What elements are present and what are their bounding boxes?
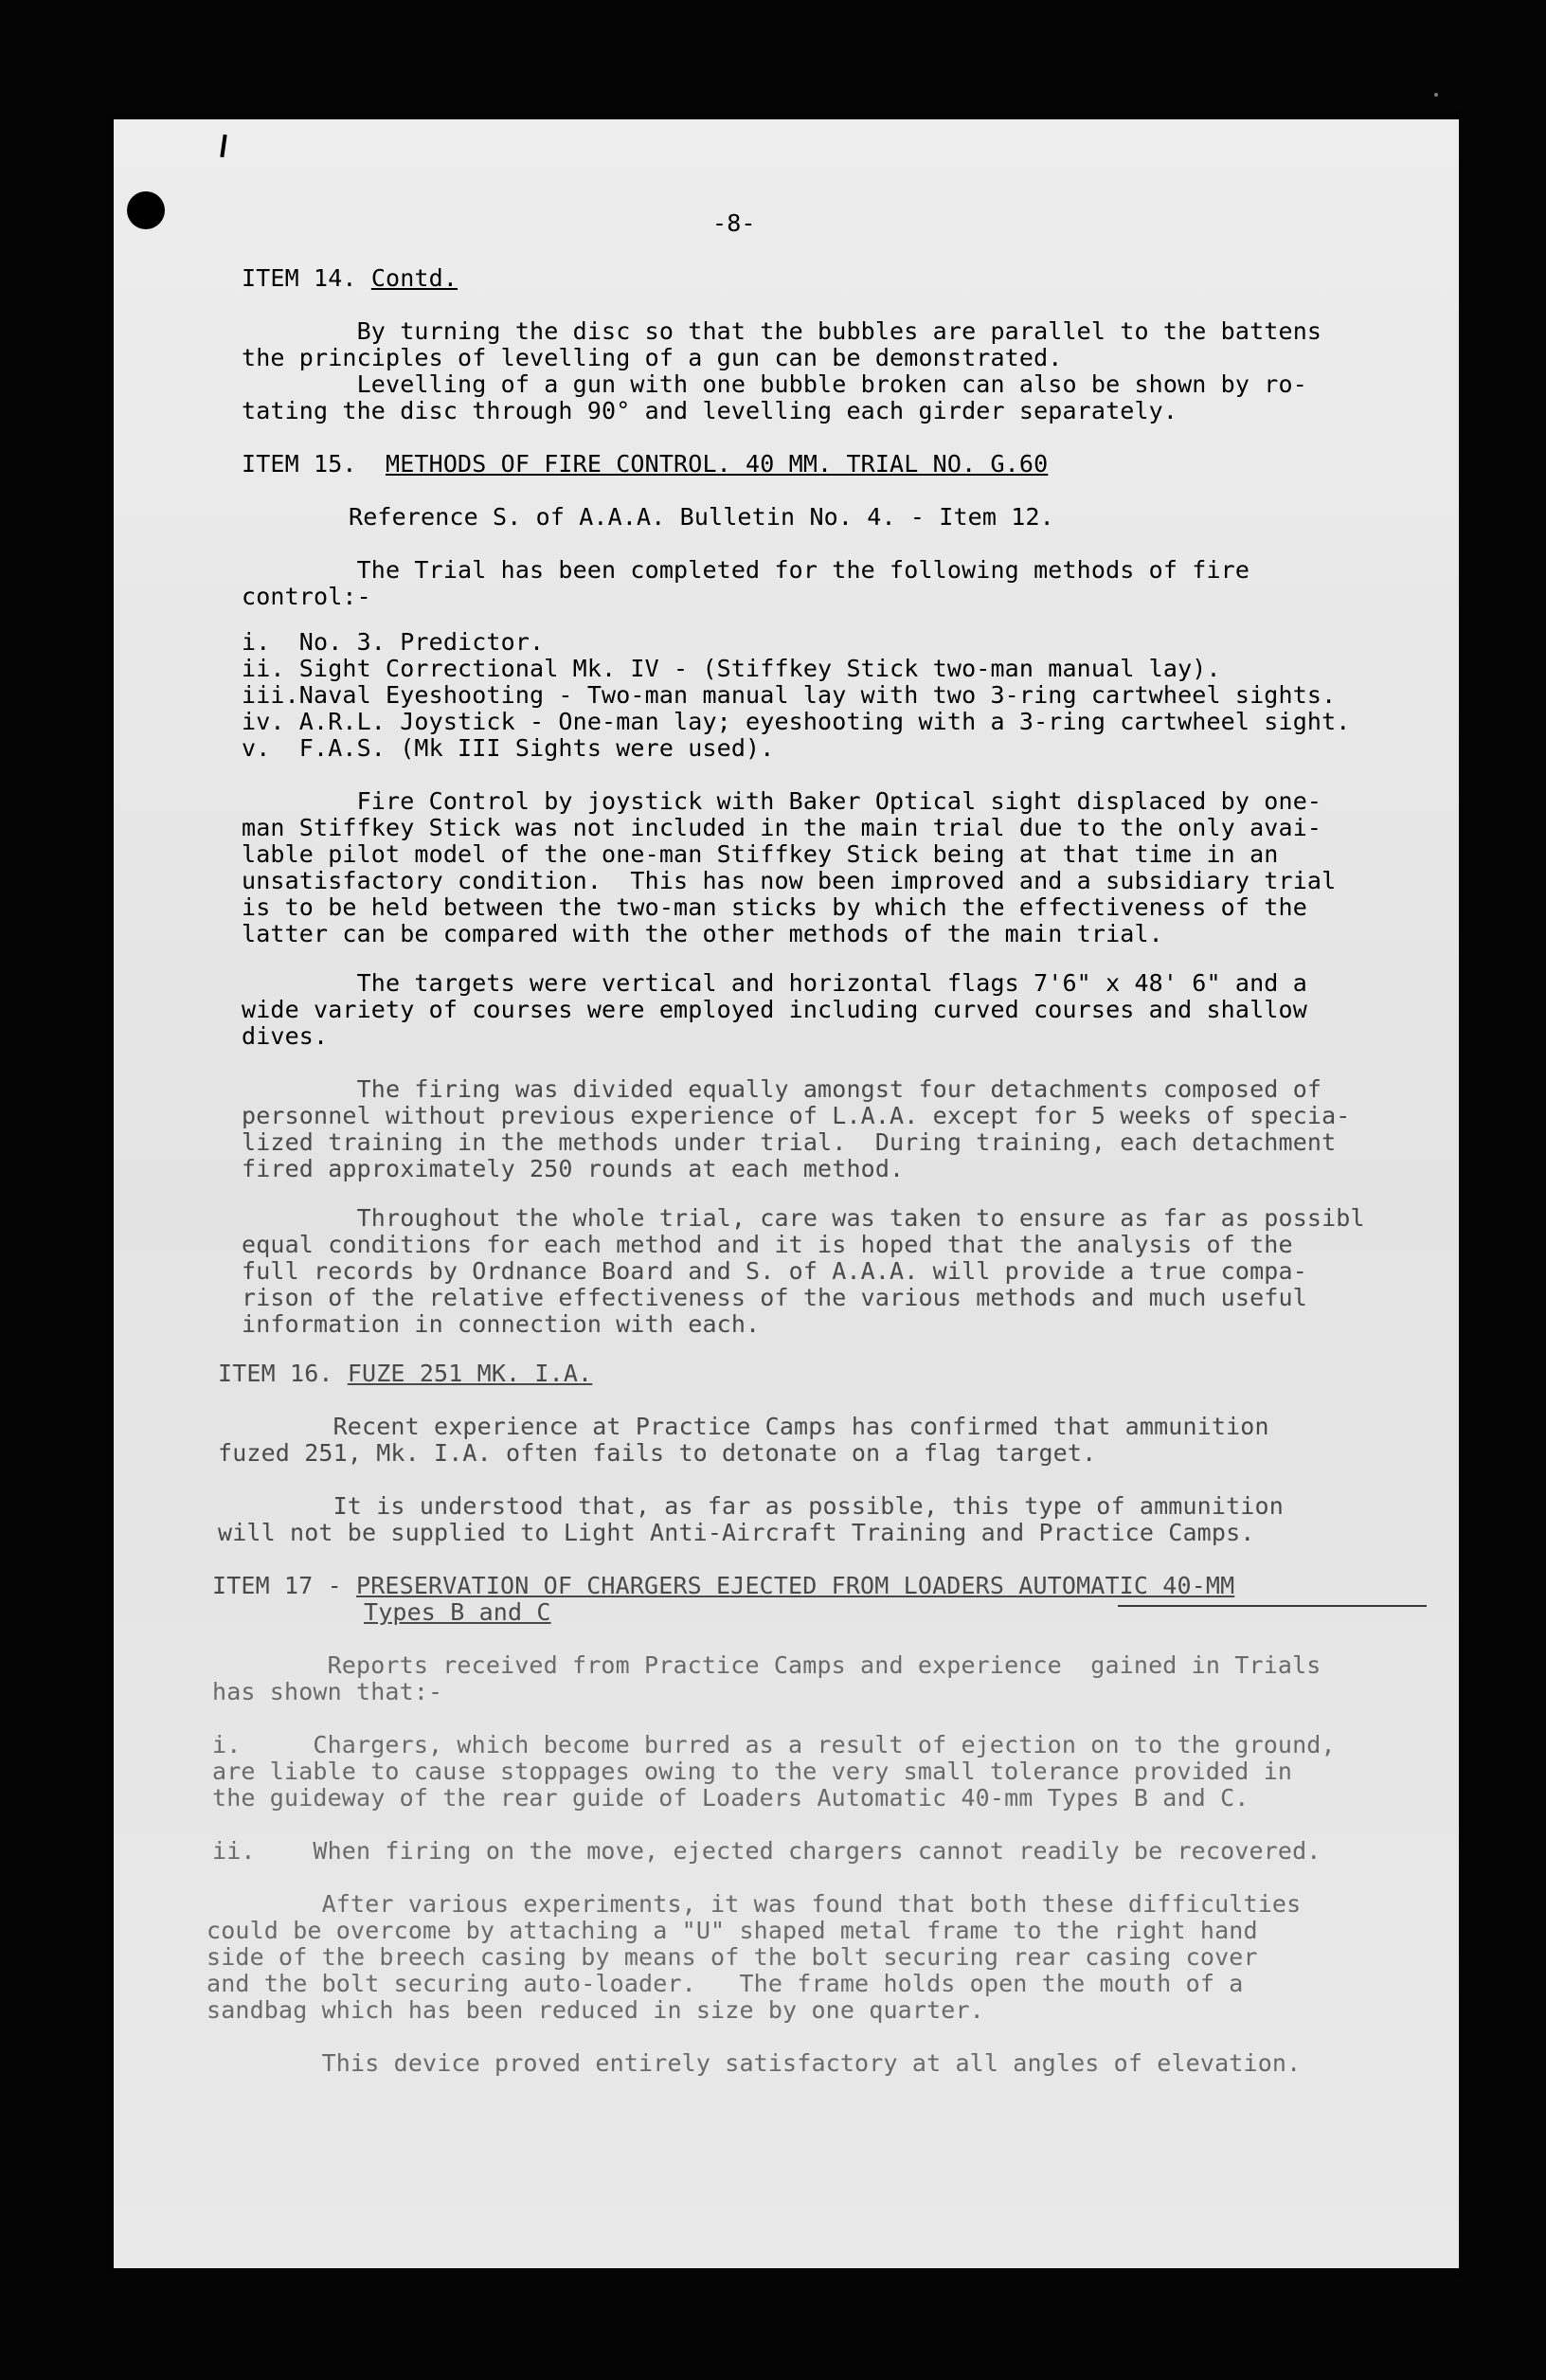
item17-para1-line: After various experiments, it was found that both these difficulties [207,1890,1302,1918]
item16-para2-line: It is understood that, as far as possible, this type of ammunition [218,1492,1284,1520]
item15-para4-line: rison of the relative effectiveness of the various methods and much useful [242,1284,1307,1311]
method-item: v. F.A.S. (Mk III Sights were used). [242,734,775,762]
item17-point1-line: i. Chargers, which become burred as a result of ejection on to the ground, [212,1731,1336,1758]
item14-line: Levelling of a gun with one bubble broken can also be shown by ro- [242,370,1307,398]
item17-para1-line: and the bolt securing auto-loader. The frame holds open the mouth of a [207,1970,1244,1997]
item15-para1-line: latter can be compared with the other methods of the main trial. [242,920,1163,947]
item15-heading [242,451,1048,478]
item17-title: PRESERVATION OF CHARGERS EJECTED FROM LOADERS AUTOMATIC 40-MM [356,1572,1235,1599]
item17-intro-line: has shown that:- [212,1678,443,1705]
method-item: ii. Sight Correctional Mk. IV - (Stiffkey Stick two-man manual lay). [242,655,1221,682]
item16-title: FUZE 251 MK. I.A. [347,1360,593,1387]
item15-para3-line: The firing was divided equally amongst four detachments composed of [242,1075,1322,1103]
item14-line: By turning the disc so that the bubbles are parallel to the battens [242,317,1322,345]
item15-intro-line: The Trial has been completed for the following methods of fire [242,556,1250,584]
page-number: -8- [712,209,756,237]
item15-para3-line: lized training in the methods under trial. During training, each detachment [242,1128,1337,1156]
item17-intro-line: Reports received from Practice Camps and experience gained in Trials [212,1651,1321,1679]
item15-para3-line: fired approximately 250 rounds at each method. [242,1155,905,1182]
method-item: i. No. 3. Predictor. [242,628,545,656]
item17-para1-line: sandbag which has been reduced in size by one quarter. [207,1996,984,2024]
item15-para4-line: equal conditions for each method and it is hoped that the analysis of the [242,1231,1293,1258]
item15-para2-line: dives. [242,1022,329,1050]
item15-para3-line: personnel without previous experience of L.A.A. except for 5 weeks of specia- [242,1102,1351,1129]
method-item: iv. A.R.L. Joystick - One-man lay; eyeshooting with a 3-ring cartwheel sight. [242,708,1351,735]
item14-label: ITEM 14. [242,264,371,292]
item16-para1-line: Recent experience at Practice Camps has confirmed that ammunition [218,1413,1269,1440]
item15-para1-line: Fire Control by joystick with Baker Optical sight displaced by one- [242,787,1322,815]
item15-para1-line: unsatisfactory condition. This has now been improved and a subsidiary trial [242,867,1337,894]
item17-para1-line: could be overcome by attaching a "U" shaped metal frame to the right hand [207,1917,1258,1944]
item16-heading [218,1361,592,1387]
item15-para2-line: The targets were vertical and horizontal flags 7'6" x 48' 6" and a [242,969,1307,997]
item16-para1-line: fuzed 251, Mk. I.A. often fails to detonate on a flag target. [218,1439,1097,1467]
item17-subtitle [364,1599,551,1626]
item15-para4-line: Throughout the whole trial, care was taken to ensure as far as possibl [242,1204,1365,1232]
item15-para4-line: information in connection with each. [242,1310,761,1338]
item17-point2-line: ii. When firing on the move, ejected chargers cannot readily be recovered. [212,1837,1321,1865]
punch-hole [127,191,165,229]
item17-para2-line: This device proved entirely satisfactory at all angles of elevation. [207,2049,1302,2077]
item17-heading [212,1573,1234,1599]
item15-para1-line: is to be held between the two-man sticks by which the effectiveness of the [242,893,1307,921]
item15-intro-line: control:- [242,583,371,610]
method-item: iii.Naval Eyeshooting - Two-man manual lay with two 3-ring cartwheel sights. [242,681,1337,709]
item14-heading [242,265,458,292]
item17-types: Types B and C [364,1598,551,1626]
item15-title: METHODS OF FIRE CONTROL. 40 MM. TRIAL NO. G.60 [386,450,1049,478]
speck [1434,93,1438,97]
item15-label: ITEM 15. [242,450,386,478]
item17-point1-line: the guideway of the rear guide of Loaders Automatic 40-mm Types B and C. [212,1784,1249,1812]
item15-reference: Reference S. of A.A.A. Bulletin No. 4. - Item 12. [349,503,1054,531]
item15-para2-line: wide variety of courses were employed including curved courses and shallow [242,996,1307,1023]
heading-rule [1118,1605,1427,1607]
item16-label: ITEM 16. [218,1360,348,1387]
item17-para1-line: side of the breech casing by means of the bolt securing rear casing cover [207,1943,1258,1971]
item14-title: Contd. [370,264,458,292]
item17-label: ITEM 17 - [212,1572,357,1599]
item15-para1-line: lable pilot model of the one-man Stiffkey Stick being at that time in an [242,840,1279,868]
item15-para1-line: man Stiffkey Stick was not included in the main trial due to the only avai- [242,814,1322,841]
item14-line: tating the disc through 90° and levelling each girder separately. [242,397,1178,424]
item17-point1-line: are liable to cause stoppages owing to the very small tolerance provided in [212,1758,1293,1785]
item16-para2-line: will not be supplied to Light Anti-Aircraft Training and Practice Camps. [218,1519,1255,1546]
item14-line: the principles of levelling of a gun can be demonstrated. [242,344,1063,371]
item15-para4-line: full records by Ordnance Board and S. of A.A.A. will provide a true compa- [242,1257,1307,1285]
